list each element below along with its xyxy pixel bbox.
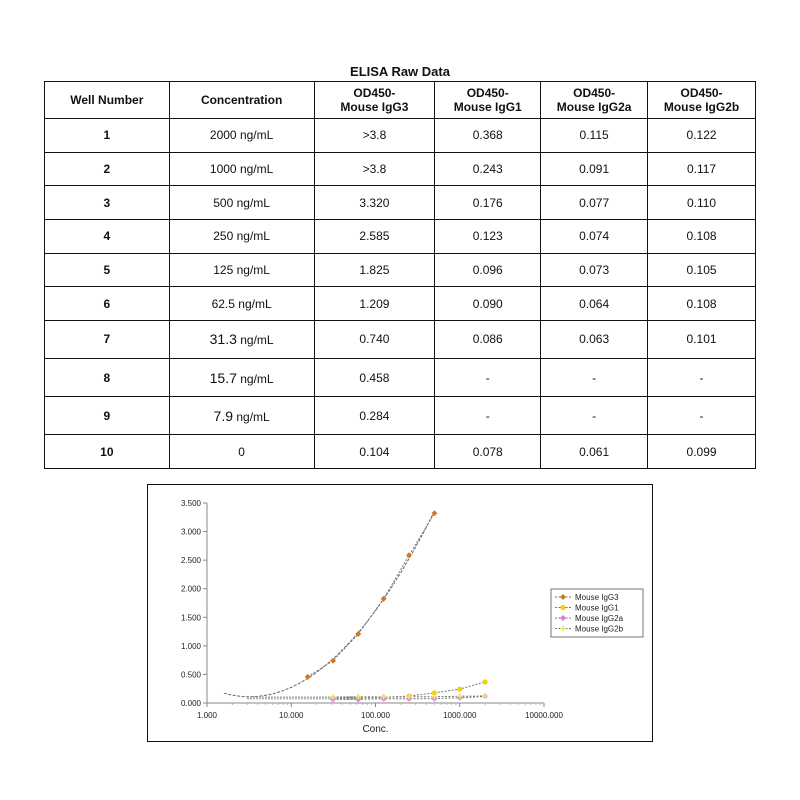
x-tick-label: 1000.000 bbox=[443, 711, 477, 720]
concentration-unit: ng/mL bbox=[236, 195, 270, 210]
well-number-cell: 9 bbox=[45, 397, 170, 435]
column-header-text: Mouse IgG3 bbox=[340, 100, 409, 114]
od450-igg2b-cell: 0.105 bbox=[648, 253, 756, 287]
y-tick-label: 2.500 bbox=[180, 556, 201, 566]
table-row bbox=[45, 320, 756, 358]
column-header-text: Concentration bbox=[200, 93, 283, 107]
table-row bbox=[45, 435, 756, 469]
concentration-unit: ng/mL bbox=[240, 333, 274, 348]
y-tick-label: 0.000 bbox=[180, 699, 201, 708]
y-tick-label: 1.500 bbox=[180, 613, 201, 623]
od450-igg2a-cell: - bbox=[541, 358, 648, 396]
od450-igg2a-cell: 0.073 bbox=[541, 253, 648, 287]
od450-igg2b-cell: 0.108 bbox=[648, 219, 756, 253]
concentration-value: 62.5 bbox=[211, 296, 235, 311]
data-point bbox=[381, 596, 387, 602]
table-row bbox=[45, 253, 756, 287]
concentration-value: 1000 bbox=[209, 161, 237, 176]
od450-igg1-cell: 0.243 bbox=[435, 152, 541, 186]
od450-igg2a-cell: 0.063 bbox=[541, 320, 648, 358]
well-number-cell: 6 bbox=[45, 287, 170, 321]
y-tick-label: 3.000 bbox=[180, 527, 201, 537]
column-header-text: Mouse IgG2b bbox=[663, 100, 740, 114]
od450-igg2b-cell: 0.101 bbox=[648, 320, 756, 358]
x-axis-label: Conc. bbox=[362, 724, 389, 735]
od450-igg2a-cell: 0.091 bbox=[541, 152, 648, 186]
concentration-cell bbox=[169, 358, 314, 396]
concentration-cell bbox=[169, 287, 314, 321]
column-header bbox=[435, 82, 541, 119]
column-header-text: OD450- bbox=[466, 86, 509, 100]
elisa-raw-data-table bbox=[44, 81, 756, 469]
od450-igg1-cell: 0.176 bbox=[435, 186, 541, 220]
od450-igg3-cell: 1.209 bbox=[314, 287, 435, 321]
od450-igg3-cell: 0.104 bbox=[314, 435, 435, 469]
concentration-cell bbox=[169, 320, 314, 358]
concentration-cell bbox=[169, 397, 314, 435]
column-header-text: Mouse IgG2a bbox=[556, 100, 632, 114]
concentration-value: 250 bbox=[213, 229, 234, 244]
y-tick-label: 2.000 bbox=[180, 584, 201, 594]
concentration-value: 500 bbox=[213, 195, 234, 210]
igg3-fit-curve bbox=[224, 515, 433, 697]
well-number-cell: 2 bbox=[45, 152, 170, 186]
od450-igg1-cell: 0.078 bbox=[435, 435, 541, 469]
table-row bbox=[45, 219, 756, 253]
concentration-value: 0 bbox=[238, 444, 245, 459]
od450-igg1-cell: 0.096 bbox=[435, 253, 541, 287]
concentration-cell bbox=[169, 119, 314, 153]
od450-igg1-cell: 0.123 bbox=[435, 219, 541, 253]
table-row bbox=[45, 152, 756, 186]
concentration-cell bbox=[169, 186, 314, 220]
od450-igg2b-cell: 0.110 bbox=[648, 186, 756, 220]
well-number-cell: 1 bbox=[45, 119, 170, 153]
od450-igg3-cell: 2.585 bbox=[314, 219, 435, 253]
column-header bbox=[169, 82, 314, 119]
od450-igg3-cell: 3.320 bbox=[314, 186, 435, 220]
column-header-text: OD450- bbox=[573, 86, 616, 100]
table-row bbox=[45, 397, 756, 435]
table-row bbox=[45, 287, 756, 321]
concentration-cell bbox=[169, 219, 314, 253]
well-number-cell: 10 bbox=[45, 435, 170, 469]
od450-igg2b-cell: 0.099 bbox=[648, 435, 756, 469]
elisa-chart bbox=[148, 485, 651, 740]
well-number-cell: 3 bbox=[45, 186, 170, 220]
od450-igg3-cell: >3.8 bbox=[314, 152, 435, 186]
legend-label: Mouse IgG1 bbox=[575, 603, 619, 613]
od450-igg1-cell: 0.368 bbox=[435, 119, 541, 153]
well-number-cell: 5 bbox=[45, 253, 170, 287]
chart-frame bbox=[147, 484, 653, 742]
column-header-text: OD450- bbox=[353, 86, 396, 100]
column-header bbox=[45, 82, 170, 119]
y-tick-label: 1.000 bbox=[180, 641, 201, 651]
table-title: ELISA Raw Data bbox=[350, 64, 450, 79]
od450-igg3-cell: 0.740 bbox=[314, 320, 435, 358]
column-header-text: OD450- bbox=[680, 86, 723, 100]
od450-igg2b-cell: 0.108 bbox=[648, 287, 756, 321]
concentration-value: 31.3 bbox=[209, 331, 237, 348]
od450-igg1-cell: 0.086 bbox=[435, 320, 541, 358]
od450-igg1-cell: 0.090 bbox=[435, 287, 541, 321]
series-line bbox=[308, 513, 435, 677]
data-point bbox=[483, 679, 488, 684]
od450-igg2b-cell: 0.117 bbox=[648, 152, 756, 186]
od450-igg1-cell: - bbox=[435, 397, 541, 435]
x-tick-label: 10.000 bbox=[279, 711, 304, 720]
concentration-value: 125 bbox=[213, 262, 234, 277]
legend-label: Mouse IgG2b bbox=[575, 624, 624, 634]
concentration-unit: ng/mL bbox=[239, 161, 274, 176]
od450-igg3-cell: 0.284 bbox=[314, 397, 435, 435]
od450-igg1-cell: - bbox=[435, 358, 541, 396]
od450-igg2b-cell: - bbox=[648, 397, 756, 435]
table-header-row bbox=[45, 82, 756, 119]
x-tick-label: 1.000 bbox=[196, 711, 218, 720]
concentration-unit: ng/mL bbox=[238, 296, 272, 311]
concentration-unit: ng/mL bbox=[236, 262, 270, 277]
concentration-unit: ng/mL bbox=[239, 128, 274, 143]
od450-igg3-cell: 1.825 bbox=[314, 253, 435, 287]
table-body bbox=[45, 119, 756, 469]
data-point bbox=[457, 687, 462, 692]
column-header bbox=[314, 82, 435, 119]
concentration-cell bbox=[169, 253, 314, 287]
column-header-text: Mouse IgG1 bbox=[453, 100, 522, 114]
x-tick-label: 100.000 bbox=[361, 711, 390, 720]
well-number-cell: 7 bbox=[45, 320, 170, 358]
od450-igg3-cell: >3.8 bbox=[314, 119, 435, 153]
od450-igg2a-cell: - bbox=[541, 397, 648, 435]
legend-label: Mouse IgG2a bbox=[575, 614, 624, 623]
od450-igg3-cell: 0.458 bbox=[314, 358, 435, 396]
table-row bbox=[45, 358, 756, 396]
concentration-value: 7.9 bbox=[213, 407, 233, 424]
legend-marker bbox=[560, 605, 565, 610]
concentration-unit: ng/mL bbox=[240, 371, 274, 386]
legend-label: Mouse IgG3 bbox=[575, 593, 619, 602]
column-header-text: Well Number bbox=[70, 93, 144, 107]
od450-igg2a-cell: 0.077 bbox=[541, 186, 648, 220]
concentration-cell bbox=[169, 435, 314, 469]
x-tick-label: 10000.000 bbox=[525, 711, 563, 720]
well-number-cell: 4 bbox=[45, 219, 170, 253]
data-point bbox=[482, 693, 488, 699]
y-tick-label: 0.500 bbox=[180, 670, 201, 680]
concentration-unit: ng/mL bbox=[236, 409, 270, 424]
table-row bbox=[45, 186, 756, 220]
well-number-cell: 8 bbox=[45, 358, 170, 396]
od450-igg2b-cell: - bbox=[648, 358, 756, 396]
data-point bbox=[305, 674, 311, 680]
od450-igg2a-cell: 0.074 bbox=[541, 219, 648, 253]
concentration-value: 15.7 bbox=[209, 369, 237, 386]
od450-igg2a-cell: 0.064 bbox=[541, 287, 648, 321]
concentration-unit: ng/mL bbox=[236, 229, 270, 244]
data-point bbox=[406, 552, 412, 558]
od450-igg2b-cell: 0.122 bbox=[648, 119, 756, 153]
table-row bbox=[45, 119, 756, 153]
od450-igg2a-cell: 0.115 bbox=[541, 119, 648, 153]
od450-igg2a-cell: 0.061 bbox=[541, 435, 648, 469]
column-header bbox=[541, 82, 648, 119]
y-tick-label: 3.500 bbox=[180, 499, 201, 508]
concentration-value: 2000 bbox=[209, 128, 237, 143]
concentration-cell bbox=[169, 152, 314, 186]
column-header bbox=[648, 82, 756, 119]
